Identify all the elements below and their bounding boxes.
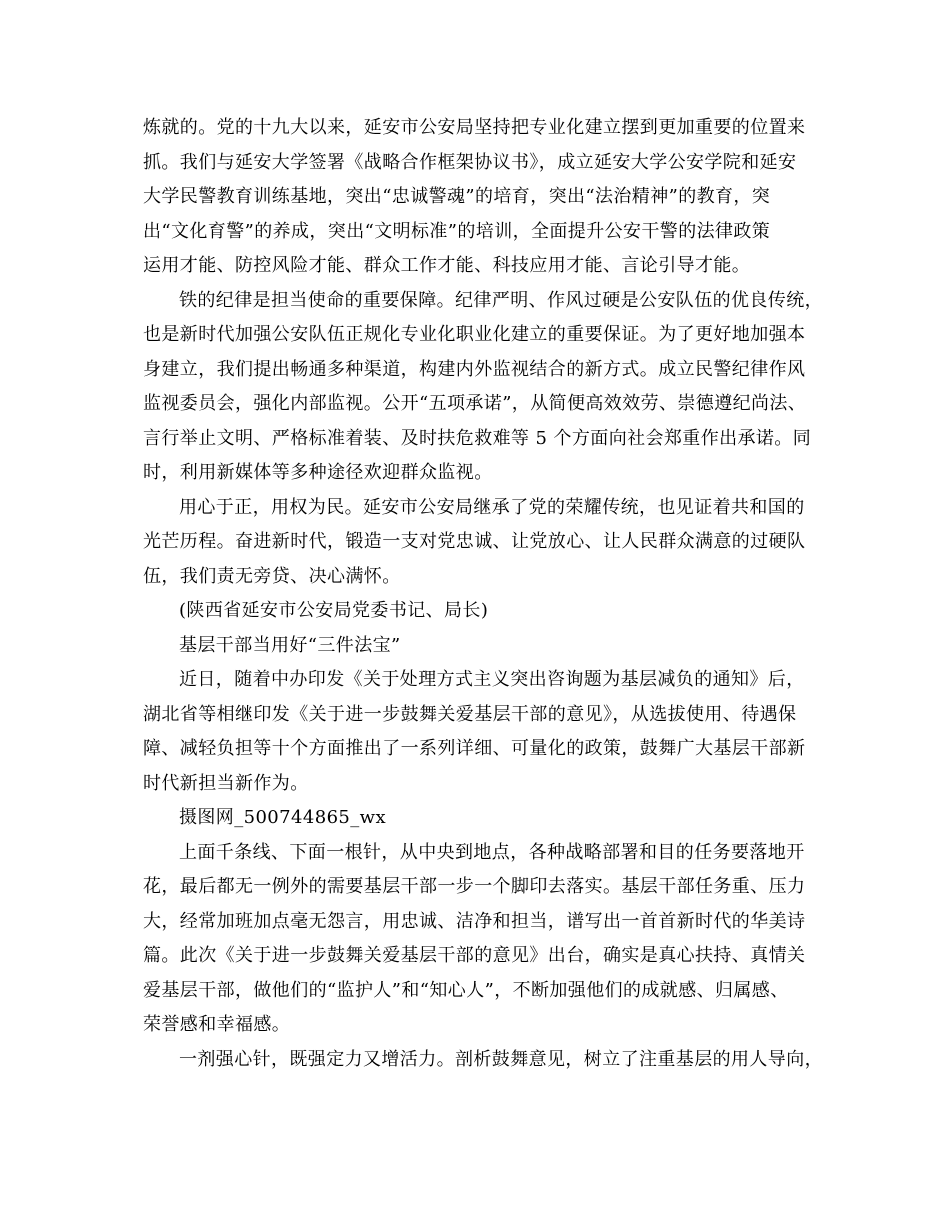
author-attribution: (陕西省延安市公安局党委书记、局长) xyxy=(179,600,489,621)
text-line: 篇。此次《关于进一步鼓舞关爱基层干部的意见》出台，确实是真心扶持、真情关 xyxy=(143,945,806,966)
text-line: 身建立，我们提出畅通多种渠道，构建内外监视结合的新方式。成立民警纪律作风 xyxy=(143,358,806,380)
paragraph-start-line: 上面千条线、下面一根针，从中央到地点，各种战略部署和目的任务要落地开 xyxy=(179,841,805,863)
paragraph-start-line: 近日，随着中办印发《关于处理方式主义突出咨询题为基层减负的通知》后， xyxy=(179,669,805,690)
text-line: 大学民警教育训练基地，突出“忠诚警魂”的培育，突出“法治精神”的教育，突 xyxy=(143,186,771,207)
paragraph-start-line: 铁的纪律是担当使命的重要保障。纪律严明、作风过硬是公安队伍的优良传统， xyxy=(179,289,823,311)
text-line: 伍，我们责无旁贷、决心满怀。 xyxy=(143,565,401,587)
text-line: 时代新担当新作为。 xyxy=(143,772,309,794)
text-line: 也是新时代加强公安队伍正规化专业化职业化建立的重要保证。为了更好地加强本 xyxy=(143,324,806,345)
text-line: 花，最后都无一例外的需要基层干部一步一个脚印去落实。基层干部任务重、压力 xyxy=(143,876,806,897)
article-heading: 基层干部当用好“三件法宝” xyxy=(179,634,401,656)
text-line: 抓。我们与延安大学签署《战略合作框架协议书》，成立延安大学公安学院和延安 xyxy=(143,151,797,173)
text-line: 光芒历程。奋进新时代，锻造一支对党忠诚、让党放心、让人民群众满意的过硬队 xyxy=(143,531,806,552)
text-line: 出“文化育警”的养成，突出“文明标准”的培训，全面提升公安干警的法律政策 xyxy=(143,220,771,242)
image-caption: 摄图网_500744865_wx xyxy=(179,807,387,828)
text-line: 运用才能、防控风险才能、群众工作才能、科技应用才能、言论引导才能。 xyxy=(143,255,751,276)
text-line: 言行举止文明、严格标准着装、及时扶危救难等 5 个方面向社会郑重作出承诺。同 xyxy=(143,427,812,449)
text-line: 障、减轻负担等十个方面推出了一系列详细、可量化的政策，鼓舞广大基层干部新 xyxy=(143,738,806,759)
text-line: 监视委员会，强化内部监视。公开“五项承诺”，从简便高效效劳、崇德遵纪尚法、 xyxy=(143,393,807,414)
text-line: 时，利用新媒体等多种途径欢迎群众监视。 xyxy=(143,462,493,483)
text-line: 大，经常加班加点毫无怨言，用忠诚、洁净和担当，谱写出一首首新时代的华美诗 xyxy=(143,910,806,932)
text-line: 荣誉感和幸福感。 xyxy=(143,1014,291,1035)
paragraph-start-line: 一剂强心针，既强定力又增活力。剖析鼓舞意见，树立了注重基层的用人导向， xyxy=(179,1048,823,1070)
text-line: 炼就的。党的十九大以来，延安市公安局坚持把专业化建立摆到更加重要的位置来 xyxy=(143,117,806,138)
document-body xyxy=(143,111,823,1077)
text-line: 湖北省等相继印发《关于进一步鼓舞关爱基层干部的意见》，从选拔使用、待遇保 xyxy=(143,703,797,725)
text-line: 爱基层干部，做他们的“监护人”和“知心人”，不断加强他们的成就感、归属感、 xyxy=(143,979,789,1001)
paragraph-start-line: 用心于正，用权为民。延安市公安局继承了党的荣耀传统，也见证着共和国的 xyxy=(179,496,805,518)
